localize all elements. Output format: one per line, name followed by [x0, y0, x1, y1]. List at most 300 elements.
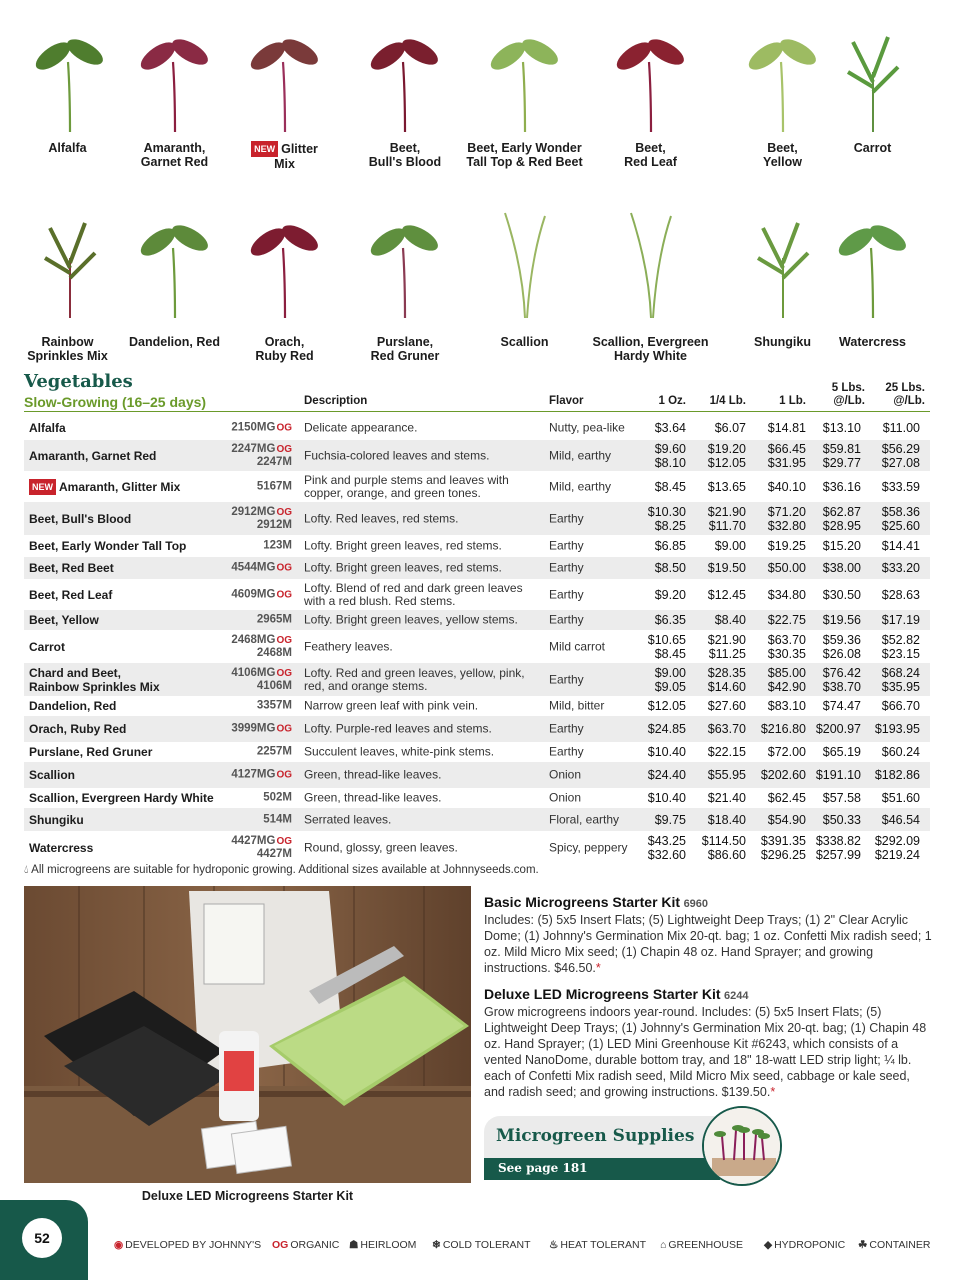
kit-photo: [24, 886, 471, 1183]
variety-name: Beet, Red Beet: [29, 561, 114, 575]
description: Green, thread-like leaves.: [304, 767, 442, 782]
photo-label: [345, 141, 465, 169]
price-cell: $22.15: [707, 745, 746, 759]
photo-label-line1: Beet,: [635, 141, 666, 155]
table-row: [24, 663, 930, 696]
price-cell: $14.41: [881, 539, 920, 553]
price-cell: $9.75: [654, 812, 686, 827]
price-cell: $15.20: [822, 539, 861, 553]
price-cell: $66.45 $31.95: [767, 441, 806, 470]
price-cell: $72.00: [767, 745, 806, 759]
kit-basic-sku: 6960: [683, 898, 709, 910]
variety-name: Scallion, Evergreen Hardy White: [29, 791, 214, 805]
photo-label-line2: Ruby Red: [255, 349, 314, 363]
flavor: Earthy: [549, 672, 584, 686]
price-cell: $202.60: [760, 768, 806, 782]
variety-name: Watercress: [29, 841, 94, 855]
photo-label-line1: Purslane,: [376, 335, 434, 349]
table-row: [24, 630, 930, 663]
photo-label: [583, 141, 718, 169]
col-lb: 1 Lb.: [779, 395, 806, 407]
seedling-image: [820, 208, 925, 318]
price-cell: $57.58: [822, 791, 861, 805]
photo-label-line2: Yellow: [763, 155, 802, 169]
photo-label: [232, 335, 337, 363]
flavor: Earthy: [549, 538, 584, 553]
supplies-callout[interactable]: [484, 1116, 720, 1180]
product-code: 4544MGOG: [231, 561, 292, 574]
price-cell: $17.19: [881, 613, 920, 627]
table-row: [24, 610, 930, 630]
photo-label-line2: Hardy White: [614, 349, 687, 363]
photo-label-line1: Shungiku: [754, 335, 811, 349]
supplies-title: Microgreen Supplies: [496, 1126, 695, 1146]
price-cell: $54.90: [767, 812, 806, 827]
price-cell: $27.60: [707, 699, 746, 713]
price-cell: $60.24: [881, 745, 920, 759]
price-cell: $76.42 $38.70: [822, 665, 861, 694]
price-cell: $13.10: [822, 421, 861, 435]
page-number: 52: [22, 1218, 62, 1258]
organic-icon: OG: [276, 506, 292, 518]
variety-name: Orach, Ruby Red: [29, 722, 127, 736]
table-row: [24, 696, 930, 716]
kit-basic-price: $46.50.: [554, 961, 596, 975]
kit-photo-caption: Deluxe LED Microgreens Starter Kit: [141, 1189, 354, 1203]
price-cell: $85.00 $42.90: [767, 665, 806, 694]
price-cell: $24.40: [647, 768, 686, 782]
photo-beet-early-wonder: [462, 22, 587, 173]
description: Lofty. Red and green leaves, yellow, pink, red, and orange stems.: [304, 665, 525, 693]
price-cell: $34.80: [767, 587, 806, 602]
product-code: 3357M: [256, 699, 292, 712]
product-code: 123M: [263, 539, 292, 552]
seedling-image: [232, 208, 337, 318]
photo-carrot: [820, 22, 925, 173]
col-25lbs: [858, 382, 925, 408]
flavor: Earthy: [549, 587, 584, 601]
flavor: Mild, earthy: [549, 448, 612, 462]
photo-label-line1: Rainbow: [41, 335, 94, 349]
photo-watercress: [820, 208, 925, 367]
price-cell: $6.85: [654, 539, 686, 553]
price-cell: $50.33: [822, 812, 861, 827]
table-row: [24, 762, 930, 788]
flavor: Earthy: [549, 511, 584, 525]
price-cell: $14.81: [767, 421, 806, 435]
flavor: Onion: [549, 767, 582, 782]
legend-label: CONTAINER: [869, 1239, 931, 1251]
price-cell: $68.24 $35.95: [881, 665, 920, 694]
description: Lofty. Purple-red leaves and stems.: [304, 721, 492, 736]
product-code: 2257M: [256, 745, 292, 758]
kit-basic-body: Includes: (5) 5x5 Insert Flats; (5) Lightweight Deep Trays; (1) 2" Clear Acrylic Dome; (1) Johnny's Germination Mix 20-qt. bag; 1 oz. Confetti Mix radish seed; 1 oz. Mild Micro Mix seed; (1) Chapin 48 oz. Hand Sprayer; and growing instructions.: [484, 913, 932, 975]
price-cell: $21.40: [707, 791, 746, 805]
table-row: [24, 742, 930, 762]
seedling-image: [122, 208, 227, 318]
photo-label-line1: Amaranth,: [143, 141, 206, 155]
variety-name: Beet, Red Leaf: [29, 587, 113, 602]
table-row: [24, 579, 930, 610]
product-code: 4127MGOG: [231, 768, 292, 781]
greenhouse-icon: ⌂: [660, 1239, 667, 1251]
supplies-photo: [702, 1106, 782, 1186]
photo-label-line1: Alfalfa: [48, 141, 87, 155]
photo-label-line1: Scallion: [500, 335, 549, 349]
photo-label-line1: Dandelion, Red: [129, 335, 220, 349]
description: Narrow green leaf with pink vein.: [304, 698, 479, 713]
description: Feathery leaves.: [304, 639, 393, 653]
price-cell: $9.20: [654, 587, 686, 602]
price-cell: $114.50 $86.60: [701, 834, 746, 862]
price-cell: $11.00: [882, 421, 920, 435]
product-code: 4106MGOG 4106M: [231, 666, 292, 692]
photo-label-line1: Beet,: [767, 141, 798, 155]
variety-name: Alfalfa: [29, 421, 66, 435]
price-cell: $51.60: [881, 791, 920, 805]
photo-label-line2: Red Gruner: [370, 349, 440, 363]
flavor: Spicy, peppery: [549, 840, 628, 855]
kit-basic: [484, 894, 934, 976]
kit-deluxe-title: Deluxe LED Microgreens Starter Kit: [484, 986, 721, 1002]
price-cell: $56.29 $27.08: [881, 441, 920, 470]
price-cell: $59.81 $29.77: [822, 441, 861, 470]
product-code: 502M: [263, 791, 292, 804]
price-cell: $66.70: [881, 699, 920, 713]
price-cell: $8.40: [714, 613, 746, 627]
product-code: 2247MGOG 2247M: [231, 442, 292, 468]
product-code: 5167M: [256, 480, 292, 492]
photo-label-line1: Carrot: [853, 141, 892, 155]
organic-icon: OG: [276, 589, 292, 600]
table-row: [24, 471, 930, 502]
photo-label-line1: Orach,: [264, 335, 305, 349]
legend-label: DEVELOPED BY JOHNNY'S: [125, 1239, 262, 1251]
footnote-text: All microgreens are suitable for hydroponic growing. Additional sizes available at Johnnyseeds.com.: [31, 864, 539, 876]
seedling-image: [122, 22, 227, 132]
price-cell: $292.09 $219.24: [874, 834, 920, 862]
price-cell: $63.70: [707, 722, 746, 736]
price-cell: $58.36 $25.60: [881, 504, 920, 533]
description: Lofty. Red leaves, red stems.: [304, 511, 459, 525]
legend-item: [432, 1239, 531, 1251]
variety-name: Scallion: [29, 768, 76, 782]
developed-icon: ◉: [114, 1239, 124, 1251]
seedling-image: [345, 208, 465, 318]
section-subtitle: Slow-Growing (16–25 days): [24, 394, 207, 410]
col-5lbs-bottom: @/Lb.: [833, 395, 865, 407]
price-cell: $22.75: [767, 613, 806, 627]
price-cell: $30.50: [822, 587, 861, 602]
legend-item: [114, 1239, 261, 1251]
price-cell: $191.10: [815, 768, 861, 782]
price-cell: $19.25: [767, 539, 806, 553]
photo-scallion-evergreen: [583, 208, 718, 367]
price-cell: $65.19: [822, 745, 861, 759]
price-cell: $21.90 $11.70: [707, 504, 746, 533]
table-row: [24, 502, 930, 535]
col-quarter-lb: 1/4 Lb.: [709, 395, 746, 407]
flavor: Nutty, pea-like: [549, 420, 625, 435]
photo-label: [122, 141, 227, 169]
organic-icon: OG: [276, 723, 292, 735]
photo-label-line2: Mix: [274, 157, 295, 171]
photo-orach: [232, 208, 337, 367]
photo-label: [232, 141, 337, 171]
price-cell: $71.20 $32.80: [767, 504, 806, 533]
product-code: 2965M: [256, 613, 292, 626]
table-row: [24, 440, 930, 471]
legend-label: ORGANIC: [290, 1239, 340, 1251]
photo-label: [122, 335, 227, 349]
description: Lofty. Blend of red and dark green leaves with a red blush. Red stems.: [304, 580, 523, 608]
price-cell: $8.45: [654, 479, 686, 494]
flavor: Earthy: [549, 560, 584, 575]
table-row: [24, 808, 930, 831]
kit-basic-mark: *: [595, 961, 601, 975]
price-cell: $63.70 $30.35: [767, 632, 806, 661]
kit-deluxe-price: $139.50.: [721, 1085, 771, 1099]
photo-label: [345, 335, 465, 363]
variety-name: Chard and Beet, Rainbow Sprinkles Mix: [29, 665, 160, 694]
product-code: 3999MGOG: [231, 722, 292, 735]
kit-deluxe-body: Grow microgreens indoors year-round. Includes: (5) 5x5 Insert Flats; (5) Lightweight Deep Trays; (1) Johnny's Germination Mix 20-qt. bag; (1) Chapin 48 oz. Hand Sprayer; (1) LED Mini Greenhouse Kit #6243, which consists of a vented NanoDome, durable bottom tray, and 18" 18-watt LED strip light; ¼ lb. each of Confetti Mix radish seed, Mild Micro Mix seed, cabbage or kale seed, and radish seed; and growing instructions.: [484, 1005, 927, 1099]
flavor: Mild carrot: [549, 639, 606, 653]
price-cell: $10.65 $8.45: [647, 632, 686, 661]
photo-dandelion-red: [122, 208, 227, 367]
price-cell: $338.82 $257.99: [815, 834, 861, 862]
price-cell: $19.20 $12.05: [707, 441, 746, 470]
variety-name: Shungiku: [29, 812, 84, 827]
kit-deluxe-mark: *: [770, 1085, 776, 1099]
legend-item: [549, 1239, 646, 1251]
price-cell: $43.25 $32.60: [647, 834, 686, 862]
product-code: 4427MGOG 4427M: [231, 835, 292, 860]
price-cell: $74.47: [822, 699, 861, 713]
legend-label: HYDROPONIC: [774, 1239, 846, 1251]
price-cell: $40.10: [767, 479, 806, 494]
variety-name: Dandelion, Red: [29, 699, 117, 713]
product-code: 2912MGOG 2912M: [231, 505, 292, 531]
price-cell: $10.40: [647, 791, 686, 805]
photo-label-line2: Tall Top & Red Beet: [466, 155, 583, 169]
flavor: Earthy: [549, 721, 584, 736]
price-cell: $216.80: [760, 722, 806, 736]
photo-label-line1: Watercress: [839, 335, 906, 349]
price-cell: $9.00 $9.05: [654, 665, 686, 694]
description: Succulent leaves, white-pink stems.: [304, 744, 495, 759]
price-cell: $33.59: [881, 479, 920, 494]
organic-icon: OG: [276, 667, 292, 679]
flavor: Mild, bitter: [549, 698, 605, 713]
price-cell: $12.05: [647, 699, 686, 713]
photo-amaranth: [122, 22, 227, 173]
product-code: 2468MGOG 2468M: [231, 633, 292, 659]
price-cell: $62.45: [767, 791, 806, 805]
container-icon: ☘: [858, 1239, 868, 1251]
photo-label-line1: Scallion, Evergreen: [592, 335, 709, 349]
price-cell: $12.45: [707, 587, 746, 602]
description: Delicate appearance.: [304, 420, 418, 435]
legend-item: [764, 1239, 845, 1251]
photo-rainbow: [20, 208, 115, 367]
section-title: Vegetables: [24, 371, 133, 392]
photo-purslane: [345, 208, 465, 367]
photo-label-line1: NEW Glitter: [232, 141, 337, 157]
seedling-image: [232, 22, 337, 132]
legend-item: [858, 1239, 930, 1251]
price-cell: $46.54: [881, 812, 920, 827]
price-cell: $19.50: [707, 561, 746, 575]
variety-name: Purslane, Red Gruner: [29, 745, 153, 759]
organic-icon: OG: [276, 836, 292, 847]
seedling-image: [20, 208, 115, 318]
supplies-see-page-link[interactable]: See page 181: [498, 1161, 588, 1175]
description: Round, glossy, green leaves.: [304, 840, 458, 855]
price-cell: $83.10: [767, 699, 806, 713]
organic-icon: OG: [276, 422, 292, 434]
photo-label-line2: Sprinkles Mix: [27, 349, 108, 363]
price-cell: $391.35 $296.25: [760, 834, 806, 862]
hydroponic-icon: 💧︎: [24, 864, 29, 876]
price-cell: $3.64: [654, 421, 686, 435]
legend-label: GREENHOUSE: [668, 1239, 744, 1251]
variety-name: Carrot: [29, 639, 66, 654]
seedling-image: [462, 22, 587, 132]
description: Lofty. Bright green leaves, yellow stems.: [304, 612, 518, 627]
seedling-image: [583, 208, 718, 318]
photo-glitter: [232, 22, 337, 173]
table-row: [24, 788, 930, 808]
seedling-image: [20, 22, 115, 132]
flavor: Mild, earthy: [549, 479, 612, 493]
photo-label-line2: Red Leaf: [624, 155, 677, 169]
kit-basic-title: Basic Microgreens Starter Kit: [484, 894, 681, 910]
flavor: Earthy: [549, 612, 584, 627]
table-row: [24, 417, 930, 439]
variety-name: Beet, Bull's Blood: [29, 511, 132, 526]
table-row: [24, 557, 930, 579]
price-cell: $6.07: [714, 421, 746, 435]
kit-deluxe: [484, 986, 934, 1100]
price-cell: $18.40: [707, 812, 746, 827]
col-5lbs-top: 5 Lbs.: [831, 382, 865, 394]
cold-tolerant-icon: ❄: [432, 1239, 441, 1251]
description: Green, thread-like leaves.: [304, 790, 442, 805]
photo-label: [820, 335, 925, 349]
organic-icon: OG: [276, 634, 292, 646]
price-cell: $59.36 $26.08: [822, 632, 861, 661]
seedling-image: [462, 208, 587, 318]
description: Lofty. Bright green leaves, red stems.: [304, 538, 502, 553]
price-cell: $9.60 $8.10: [654, 441, 686, 470]
hydroponic-icon: ◆: [764, 1239, 773, 1251]
variety-name: NEW Amaranth, Glitter Mix: [29, 479, 180, 495]
price-cell: $6.35: [654, 613, 686, 627]
photo-alfalfa: [20, 22, 115, 173]
price-cell: $55.95: [707, 768, 746, 782]
photo-label: [462, 141, 587, 169]
product-code: 514M: [263, 813, 292, 825]
seedling-image: [583, 22, 718, 132]
new-badge: NEW: [251, 141, 278, 157]
price-cell: $193.95: [874, 722, 920, 736]
table-row: [24, 535, 930, 557]
heirloom-icon: ☗: [349, 1239, 359, 1251]
table-row: [24, 831, 930, 865]
price-cell: $36.16: [822, 479, 861, 494]
table-header: [24, 376, 930, 412]
product-code: 2150MGOG: [231, 421, 292, 434]
organic-icon: OG: [272, 1239, 289, 1251]
price-cell: $19.56: [822, 613, 861, 627]
new-badge: NEW: [29, 479, 56, 495]
legend-item: [349, 1239, 416, 1251]
kit-deluxe-sku: 6244: [724, 990, 749, 1002]
photo-label: [820, 141, 925, 155]
price-cell: $182.86: [874, 768, 920, 782]
legend-label: COLD TOLERANT: [442, 1239, 531, 1251]
price-cell: $10.40: [647, 745, 686, 759]
organic-icon: OG: [276, 562, 292, 574]
product-code: 4609MGOG: [231, 588, 292, 600]
photo-beet: [345, 22, 465, 173]
price-cell: $21.90 $11.25: [707, 632, 746, 661]
photo-scallion: [462, 208, 587, 367]
col-25lbs-top: 25 Lbs.: [885, 382, 925, 394]
legend-label: HEIRLOOM: [360, 1239, 417, 1251]
variety-name: Beet, Early Wonder Tall Top: [29, 539, 187, 553]
table-row: [24, 716, 930, 742]
legend-item: [272, 1239, 339, 1251]
price-cell: $62.87 $28.95: [822, 504, 861, 533]
flavor: Floral, earthy: [549, 812, 620, 826]
price-cell: $200.97: [815, 722, 861, 736]
price-cell: $52.82 $23.15: [881, 632, 920, 661]
photo-label: [20, 141, 115, 155]
description: Fuchsia-colored leaves and stems.: [304, 448, 490, 462]
description: Pink and purple stems and leaves with copper, orange, and green tones.: [304, 472, 509, 500]
price-cell: $28.35 $14.60: [707, 665, 746, 694]
photo-label: [20, 335, 115, 363]
photo-label-line2: Garnet Red: [140, 155, 209, 169]
heat-tolerant-icon: ♨: [549, 1239, 559, 1251]
flavor: Onion: [549, 790, 582, 805]
price-cell: $38.00: [822, 561, 861, 575]
price-cell: $13.65: [707, 479, 746, 494]
col-5lbs: [799, 382, 865, 408]
variety-name: Beet, Yellow: [29, 613, 99, 627]
seedling-image: [345, 22, 465, 132]
legend-item: [660, 1239, 743, 1251]
price-cell: $10.30 $8.25: [647, 504, 686, 533]
legend-label: HEAT TOLERANT: [560, 1239, 647, 1251]
flavor: Earthy: [549, 744, 584, 759]
price-cell: $33.20: [881, 561, 920, 575]
photo-label-line1: Beet, Early Wonder: [467, 141, 582, 155]
photo-label: [583, 335, 718, 363]
price-cell: $50.00: [767, 561, 806, 575]
photo-beet: [583, 22, 718, 173]
col-25lbs-bottom: @/Lb.: [893, 395, 925, 407]
description: Lofty. Bright green leaves, red stems.: [304, 560, 502, 575]
seedling-image: [820, 22, 925, 132]
organic-icon: OG: [276, 769, 292, 781]
photo-label-line2: Bull's Blood: [368, 155, 442, 169]
variety-name: Amaranth, Garnet Red: [29, 448, 157, 463]
footnote: [24, 864, 539, 877]
col-flavor: Flavor: [549, 395, 584, 407]
